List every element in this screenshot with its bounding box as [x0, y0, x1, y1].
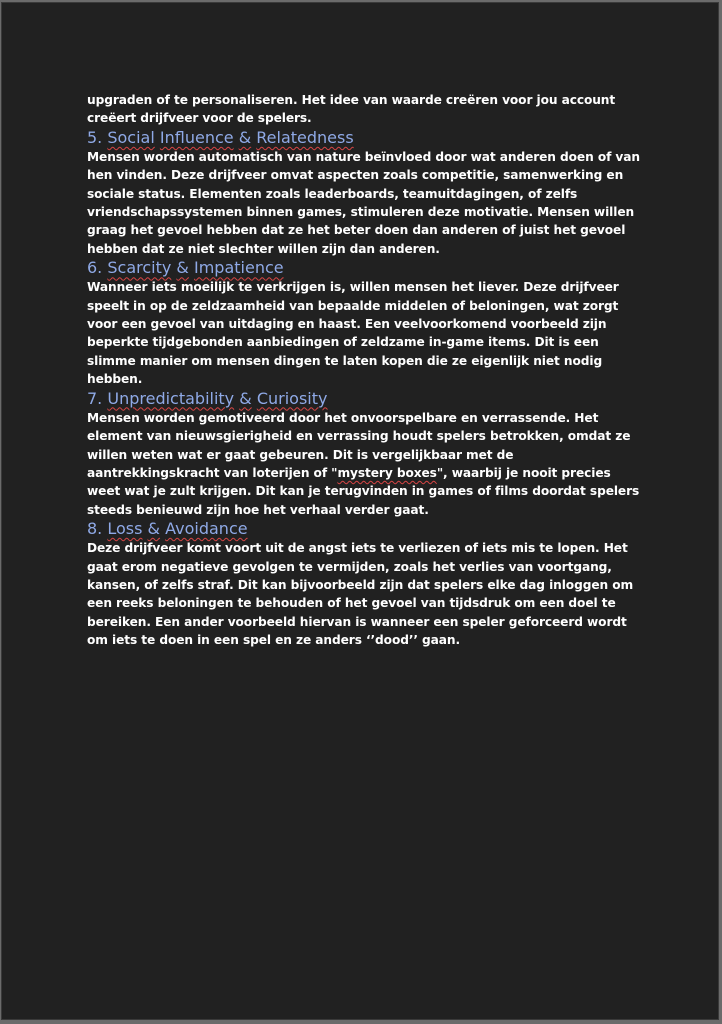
section-6-title-word: Scarcity: [107, 258, 172, 278]
section-8-body: Deze drijfveer komt voort uit de angst iets te verliezen of iets mis te lopen. Het gaat erom negatieve gevolgen te vermijden, zoals het verlies van voortgang, kansen, of zelfs straf. Dit kan bijvoorbeeld zijn dat spelers elke dag inloggen om een reeks beloningen te behouden of het gevoel van tijdsdruk om een doel te bereiken. Een ander voorbeeld hiervan is wanneer een speler geforceerd wordt om iets te doen in een spel en ze anders ‘’dood’’ gaan.: [87, 541, 634, 648]
section-5-title-word: &: [238, 127, 252, 147]
section-5-title-word: Social: [107, 127, 155, 147]
section-7-body-text: ", waarbij je nooit precies weet wat je zult krijgen. Dit kan je terugvinden in games of films doordat spelers steeds benieuwd zijn hoe het verhaal verder gaat.: [87, 465, 640, 517]
section-7-title-word: &: [239, 388, 252, 408]
section-5-title-word: Relatedness: [256, 127, 354, 147]
section-6-heading: [87, 258, 647, 278]
page-content: [87, 91, 647, 650]
section-8-heading: [87, 519, 647, 539]
section-6-title-word: Impatience: [194, 258, 284, 278]
section-6-title-word: &: [176, 258, 189, 278]
intro-paragraph: upgraden of te personaliseren. Het idee van waarde creëren voor jou account creëert drijfveer voor de spelers.: [87, 93, 616, 126]
section-5-body: Mensen worden automatisch van nature beïnvloed door wat anderen doen of van hen vinden. Deze drijfveer omvat aspecten zoals competitie, samenwerking en sociale status. Elementen zoals leaderboards, teamuitdagingen, of zelfs vriendschapssystemen binnen games, stimuleren deze motivatie. Mensen willen graag het gevoel hebben dat ze het beter doen dan anderen of juist het gevoel hebben dat ze niet slechter willen zijn dan anderen.: [87, 149, 640, 256]
section-5-title-word: Influence: [159, 127, 234, 147]
section-6-body: Wanneer iets moeilijk te verkrijgen is, willen mensen het liever. Deze drijfveer speelt in op de zeldzaamheid van bepaalde middelen of beloningen, wat zorgt voor een gevoel van uitdaging en haast. Een veelvoorkomend voorbeeld zijn beperkte tijdgebonden aanbiedingen of zeldzame in-game items. Dit is een slimme manier om mensen dingen te laten kopen die ze eigenlijk niet nodig hebben.: [87, 280, 619, 387]
section-8-title-word: &: [147, 519, 161, 539]
section-7-number: 7.: [87, 388, 103, 408]
section-7-body-misspelled: mystery boxes: [337, 465, 437, 480]
section-7-title-word: Curiosity: [256, 388, 328, 408]
section-7-heading: [87, 389, 647, 409]
section-5-number: 5.: [87, 127, 103, 147]
section-7-body-text: Mensen worden gemotiveerd door het onvoorspelbare en verrassende. Het element van nieuwsgierigheid en verrassing houdt spelers betrokken, omdat ze willen weten wat er gaat gebeuren. Dit is vergelijkbaar met de aantrekkingskracht van loterijen of ": [87, 410, 631, 480]
section-7-title-word: Unpredictability: [107, 388, 235, 408]
document-page: [1, 2, 719, 1020]
section-7-body: [87, 409, 647, 519]
section-8-number: 8.: [87, 519, 103, 539]
section-5-heading: [87, 128, 647, 148]
section-8-title-word: Avoidance: [165, 519, 248, 539]
section-8-title-word: Loss: [107, 519, 143, 539]
section-6-number: 6.: [87, 258, 103, 278]
